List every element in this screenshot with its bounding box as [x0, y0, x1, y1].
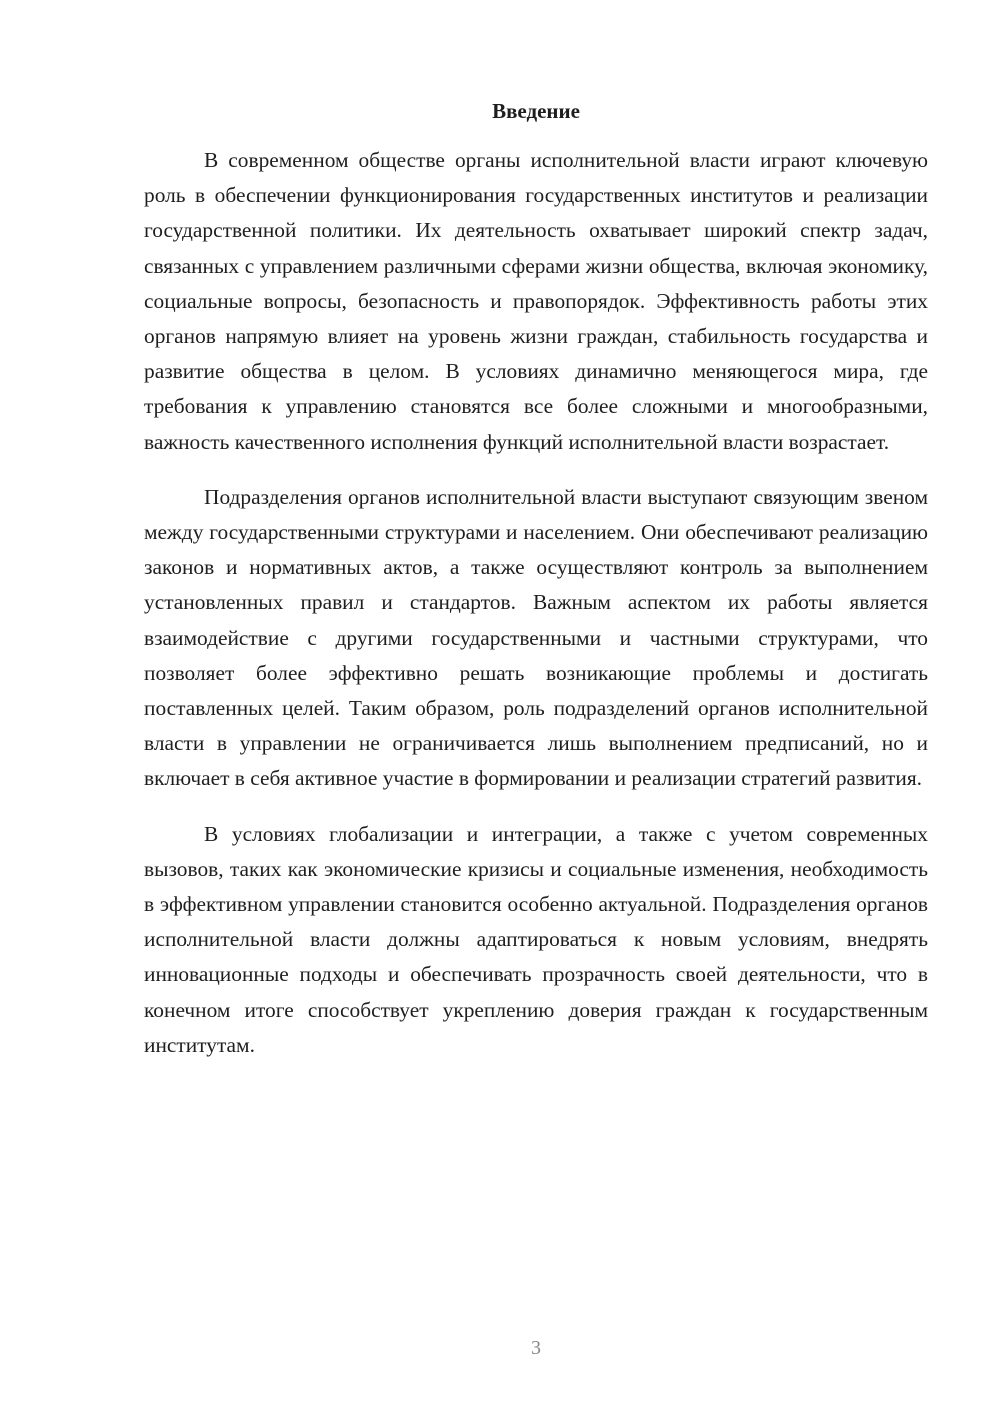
paragraph-3: В условиях глобализации и интеграции, а также с учетом современных вызовов, таких как экономические кризисы и социальные изменения, необходимость в эффективном управлении становится особенно актуальной. Подразделения органов исполнительной власти должны адаптироваться к новым условиям, внедрять инновационные подходы и обеспечивать прозрачность своей деятельности, что в конечном итоге способствует укреплению доверия граждан к государственным институтам.: [144, 821, 928, 1057]
page-content: [144, 96, 928, 1063]
paragraph-2: Подразделения органов исполнительной власти выступают связующим звеном между государственными структурами и населением. Они обеспечивают реализацию законов и нормативных актов, а также осуществляют контроль за выполнением установленных правил и стандартов. Важным аспектом их работы является взаимодействие с другими государственными и частными структурами, что позволяет более эффективно решать возникающие проблемы и достигать поставленных целей. Таким образом, роль подразделений органов исполнительной власти в управлении не ограничивается лишь выполнением предписаний, но и включает в себя активное участие в формировании и реализации стратегий развития.: [144, 484, 928, 791]
page-number: 3: [531, 1337, 541, 1359]
section-title: Введение: [492, 99, 580, 123]
paragraph-1: В современном обществе органы исполнительной власти играют ключевую роль в обеспечении функционирования государственных институтов и реализации государственной политики. Их деятельность охватывает широкий спектр задач, связанных с управлением различными сферами жизни общества, включая экономику, социальные вопросы, безопасность и правопорядок. Эффективность работы этих органов напрямую влияет на уровень жизни граждан, стабильность государства и развитие общества в целом. В условиях динамично меняющегося мира, где требования к управлению становятся все более сложными и многообразными, важность качественного исполнения функций исполнительной власти возрастает.: [144, 148, 928, 454]
